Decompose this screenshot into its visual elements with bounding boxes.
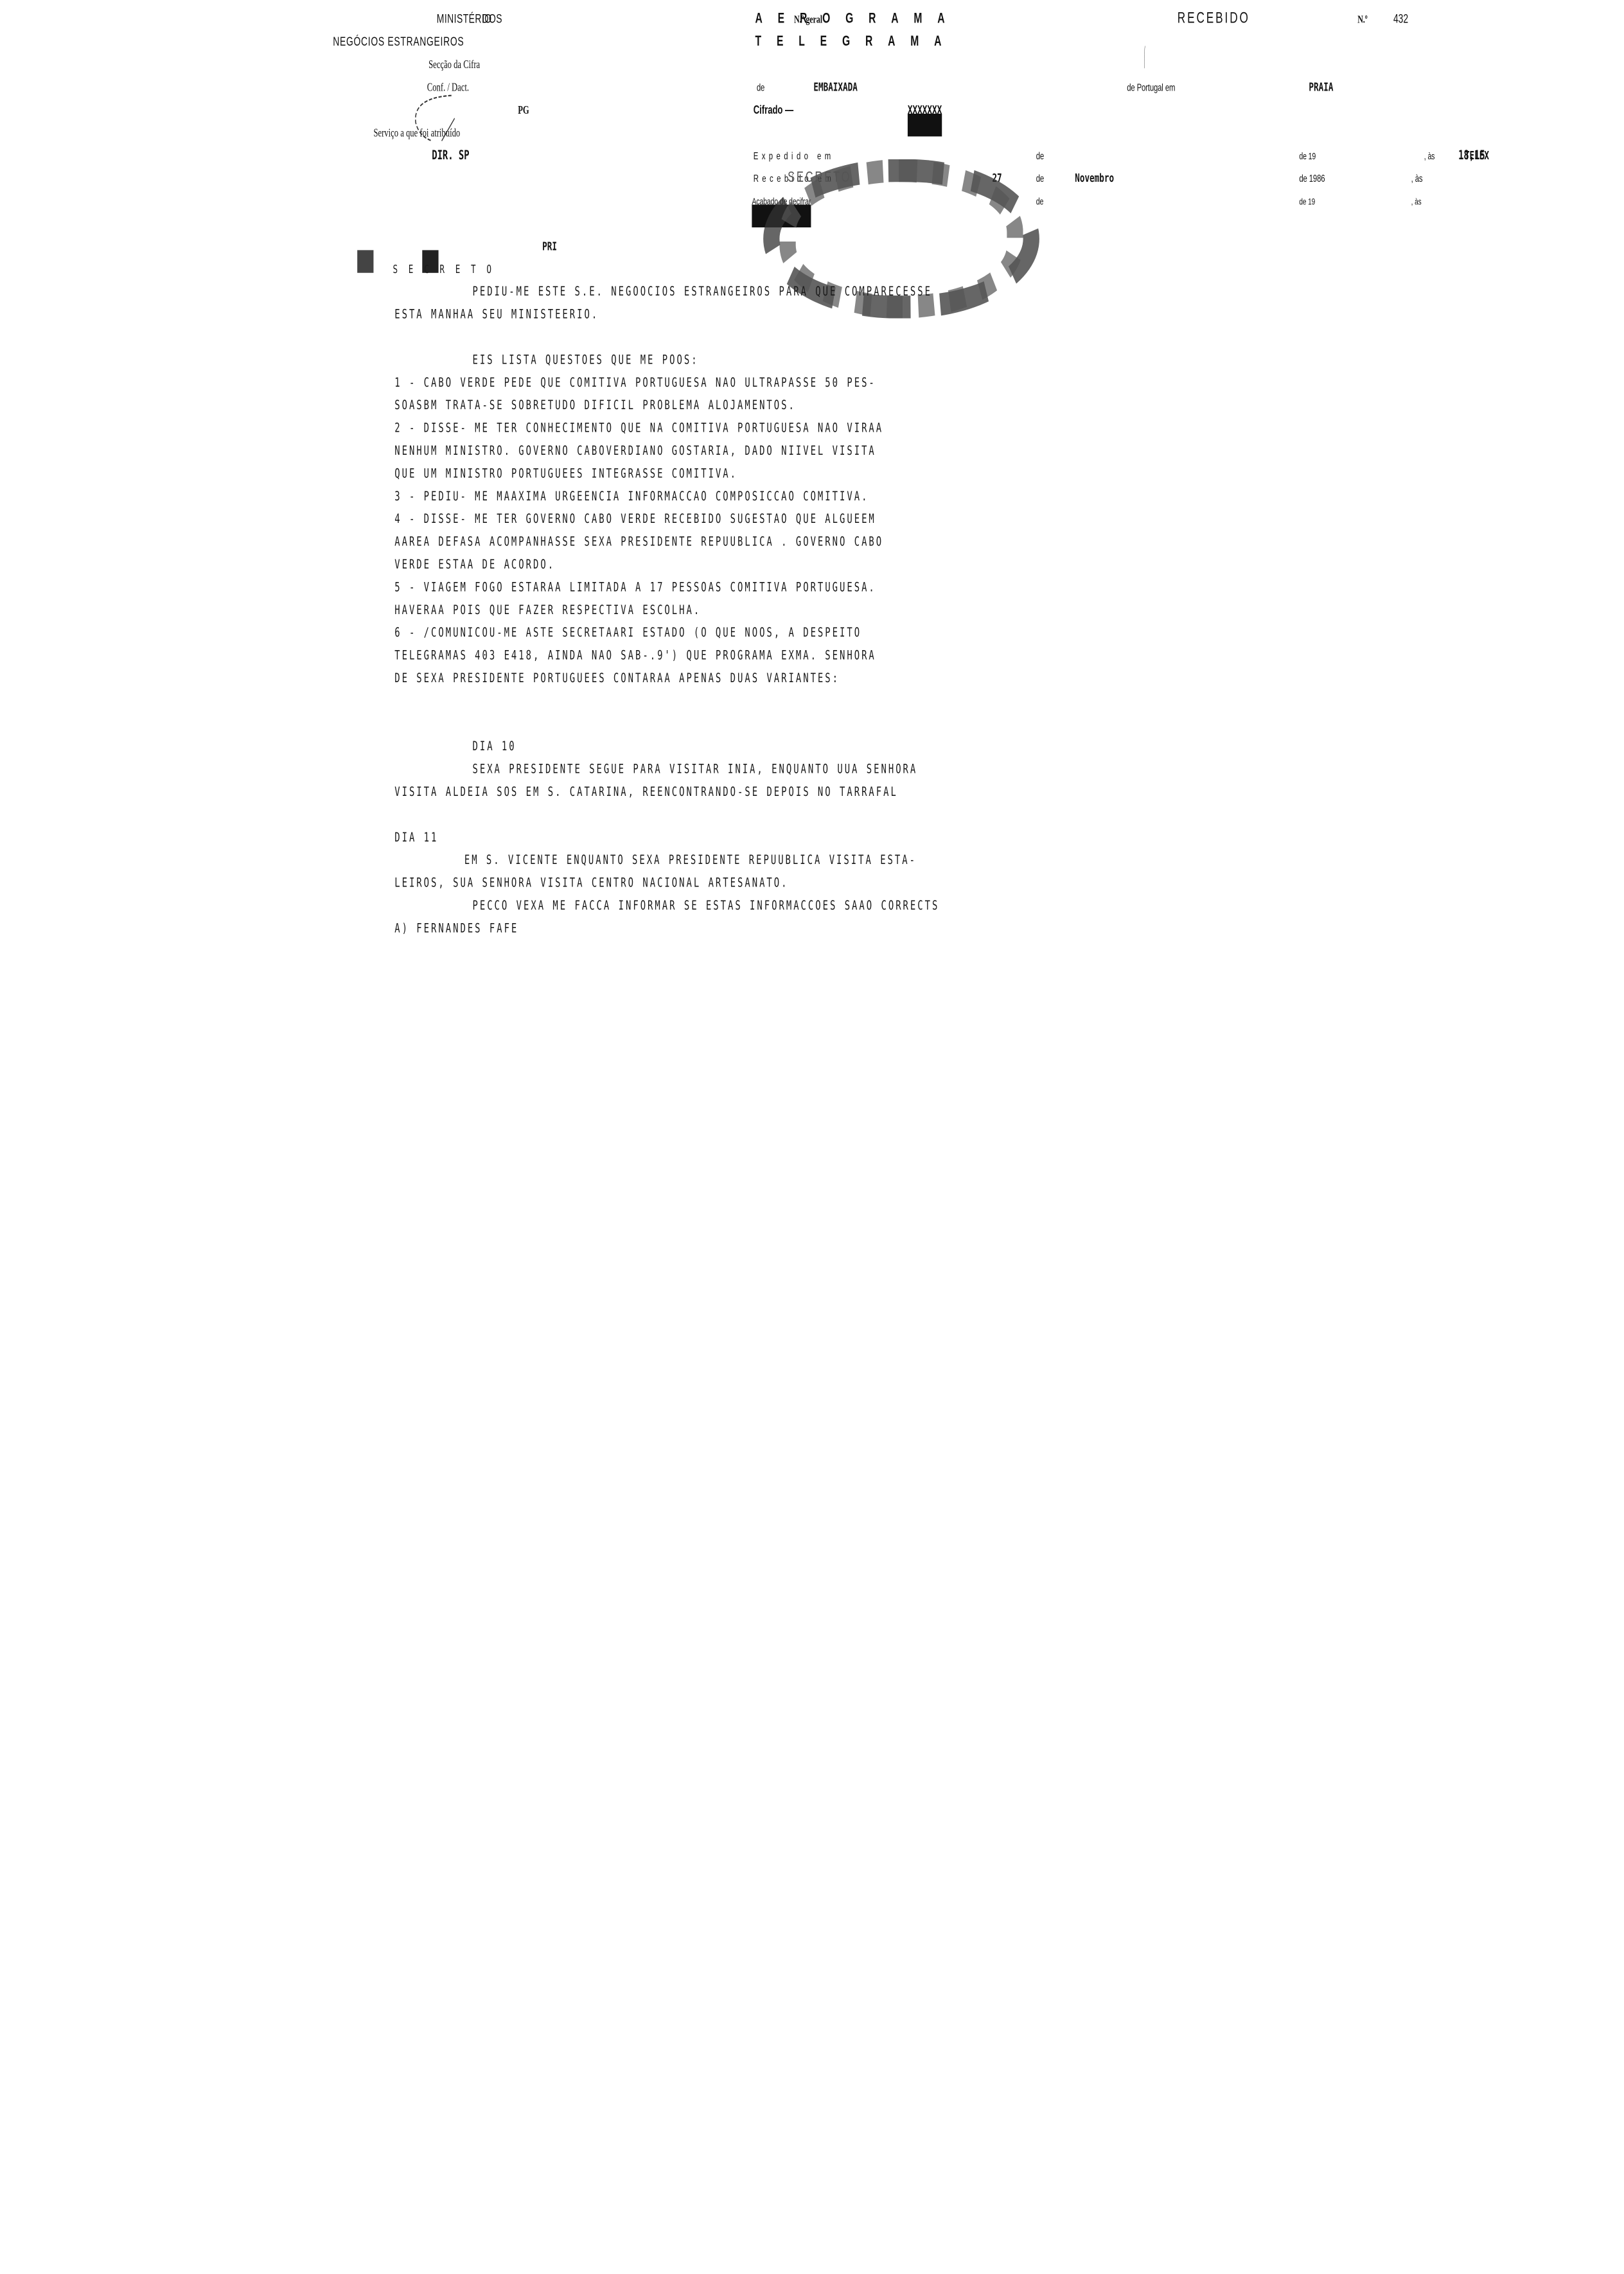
hole-punch-mark (351, 251, 367, 278)
signature (394, 958, 518, 971)
signature-box-bottom (231, 989, 1533, 991)
underline-17-pessoas (955, 631, 1130, 633)
bottom-scan-line (0, 997, 1624, 998)
body-line (394, 861, 438, 873)
body-line (472, 933, 939, 946)
body-line (394, 714, 840, 726)
left-border-line (238, 286, 239, 1000)
body-line (394, 350, 599, 362)
body-line (394, 811, 898, 824)
body-line (472, 375, 698, 387)
